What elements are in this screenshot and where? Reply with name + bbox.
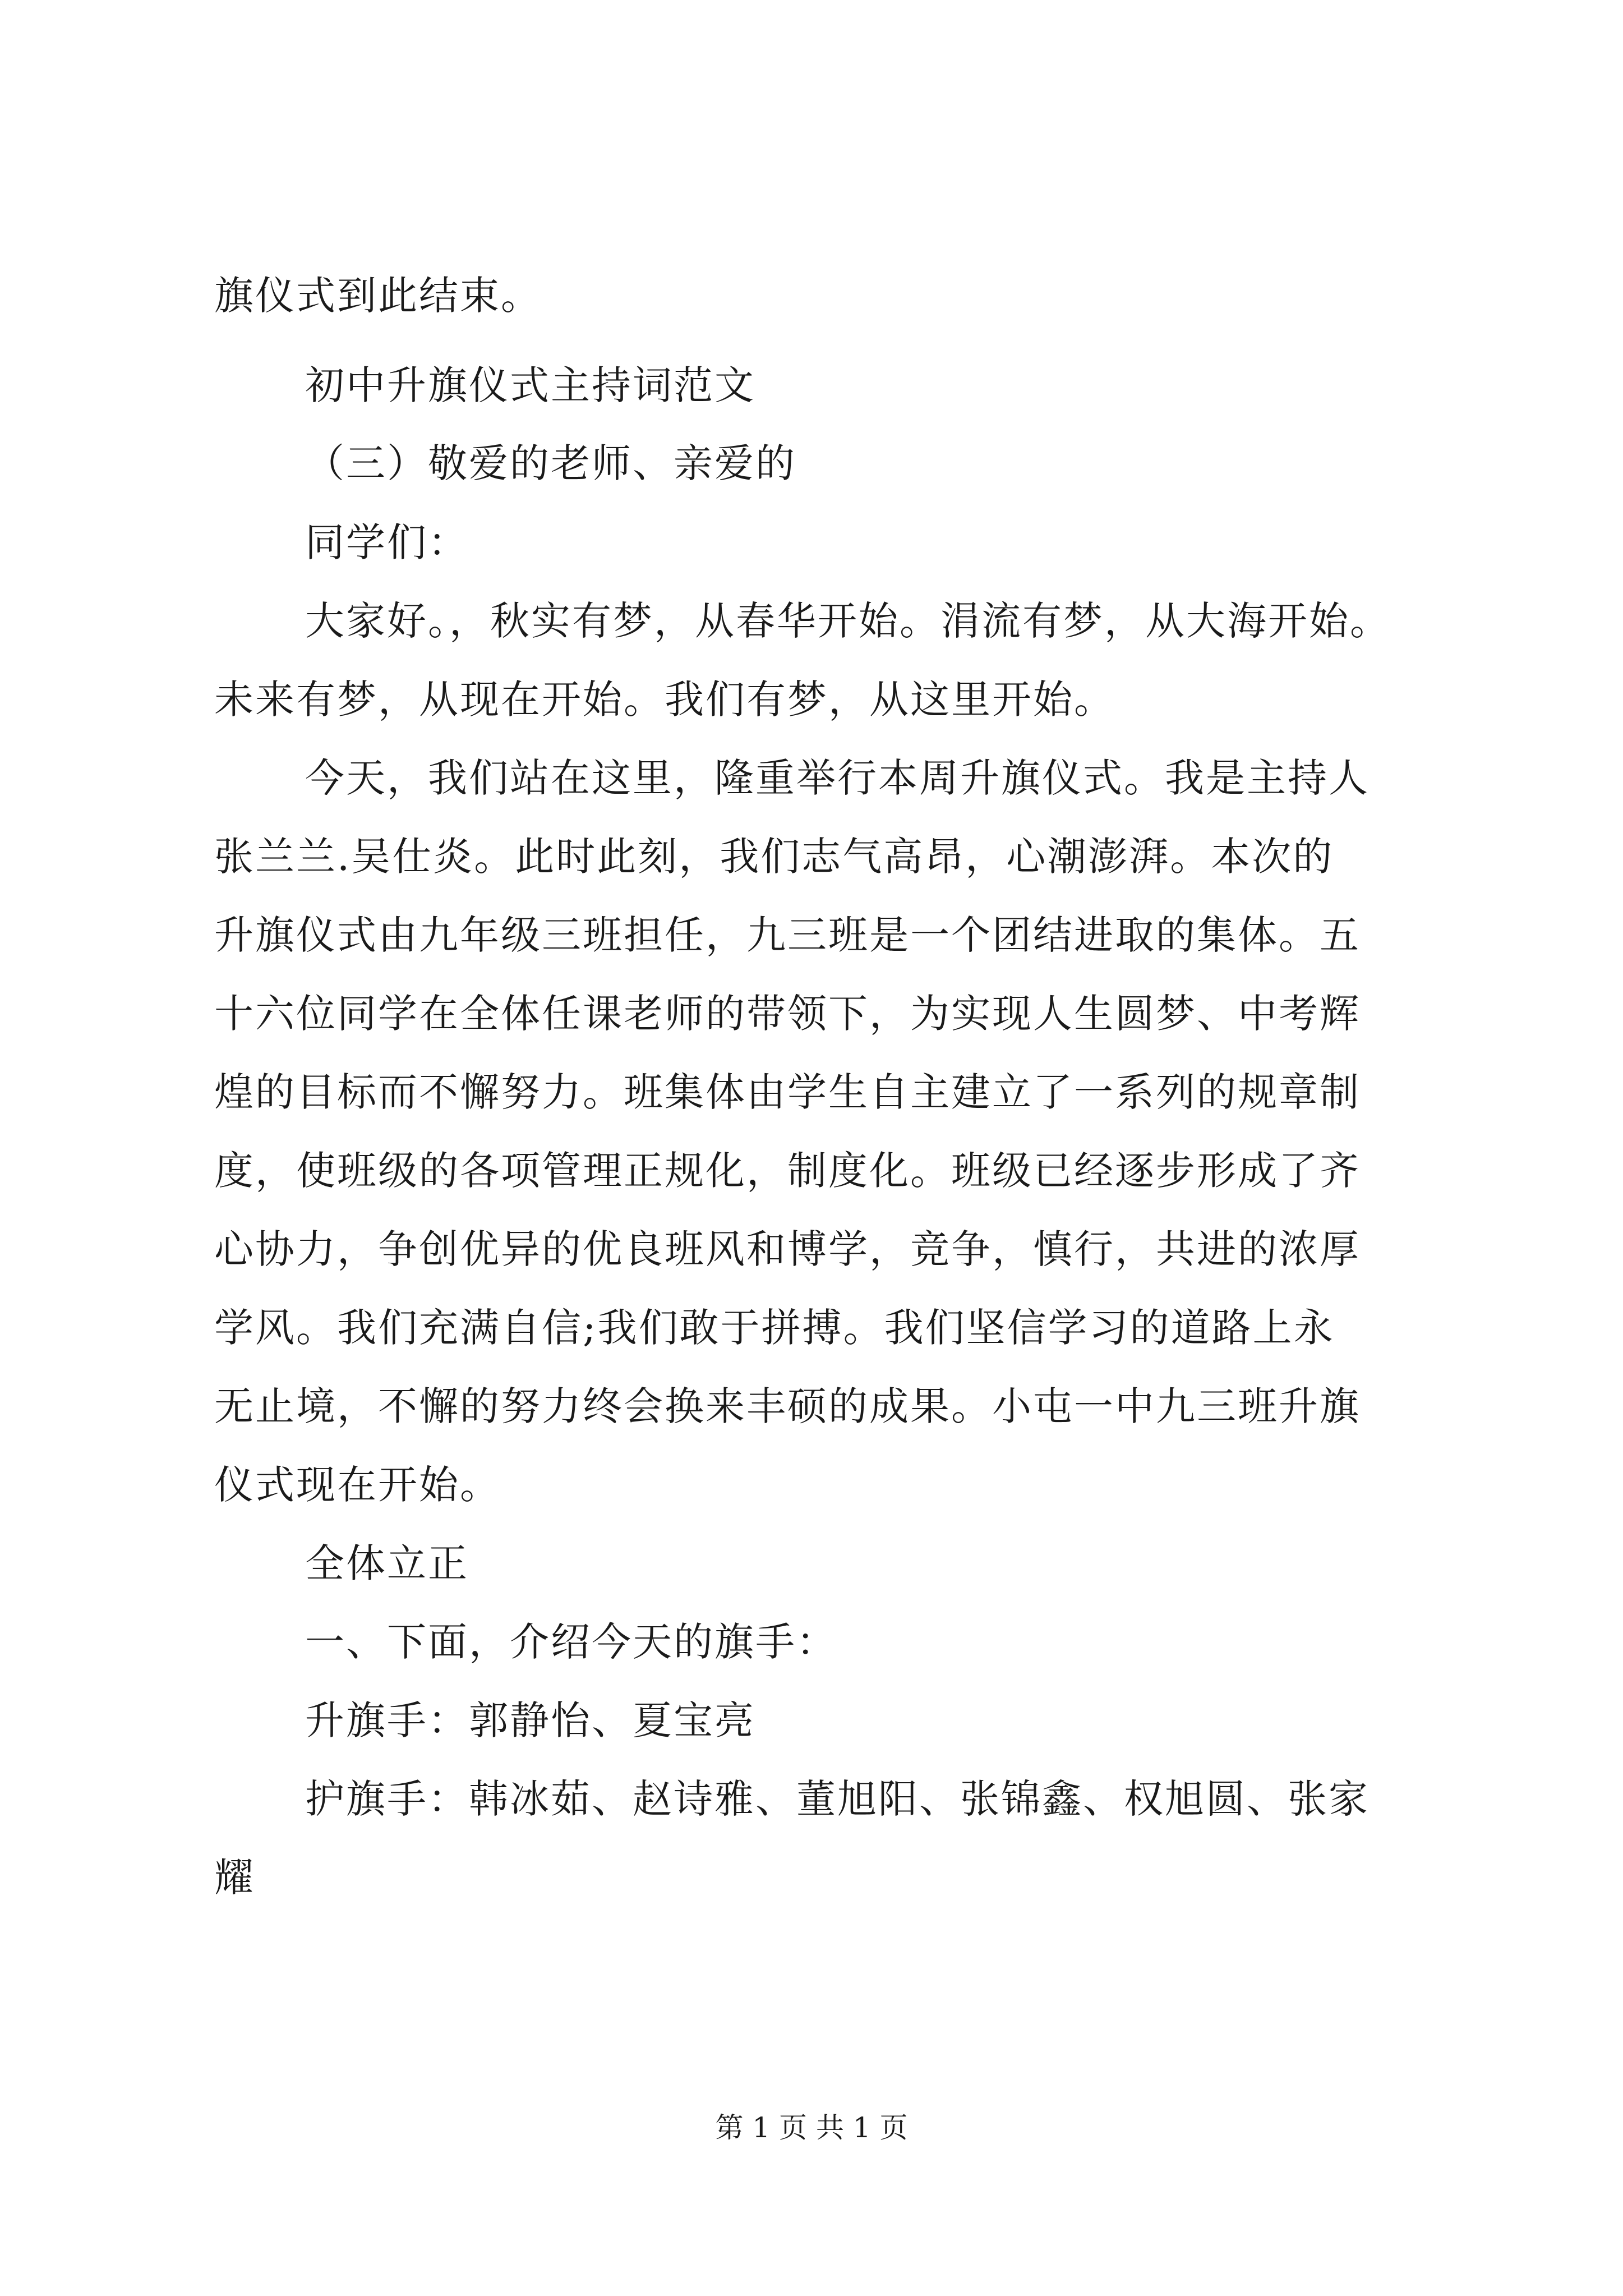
text-line: （三）敬爱的老师、亲爱的 [305, 440, 796, 486]
text-line: 耀 [214, 1855, 255, 1901]
text-line: 煌的目标而不懈努力。班集体由学生自主建立了一系列的规章制 [214, 1069, 1361, 1115]
section-heading: 初中升旗仪式主持词范文 [305, 362, 755, 408]
text-line: 旗仪式到此结束。 [214, 273, 542, 319]
text-line: 护旗手：韩冰茹、赵诗雅、董旭阳、张锦鑫、权旭圆、张家 [305, 1776, 1370, 1822]
text-line: 度，使班级的各项管理正规化，制度化。班级已经逐步形成了齐 [214, 1148, 1361, 1194]
text-line: 同学们： [305, 519, 469, 565]
text-line: 升旗仪式由九年级三班担任，九三班是一个团结进取的集体。五 [214, 912, 1361, 958]
text-line: 一、下面，介绍今天的旗手： [305, 1619, 837, 1665]
text-line: 未来有梦，从现在开始。我们有梦，从这里开始。 [214, 677, 1115, 723]
text-line: 心协力，争创优异的优良班风和博学，竞争，慎行，共进的浓厚 [214, 1226, 1361, 1272]
text-line: 今天，我们站在这里，隆重举行本周升旗仪式。我是主持人 [305, 755, 1370, 801]
text-line: 十六位同学在全体任课老师的带领下，为实现人生圆梦、中考辉 [214, 991, 1361, 1037]
text-line: 全体立正 [305, 1540, 469, 1586]
text-line: 升旗手：郭静怡、夏宝亮 [305, 1697, 755, 1743]
text-line: 学风。我们充满自信;我们敢于拼搏。我们坚信学习的道路上永 [214, 1305, 1335, 1351]
text-line: 张兰兰.吴仕炎。此时此刻，我们志气高昂，心潮澎湃。本次的 [214, 834, 1334, 880]
text-line: 大家好。，秋实有梦，从春华开始。涓流有梦，从大海开始。 [305, 598, 1391, 644]
text-line: 无止境，不懈的努力终会换来丰硕的成果。小屯一中九三班升旗 [214, 1383, 1361, 1429]
page-number-footer: 第 1 页 共 1 页 [715, 2111, 908, 2144]
text-line: 仪式现在开始。 [214, 1462, 501, 1508]
